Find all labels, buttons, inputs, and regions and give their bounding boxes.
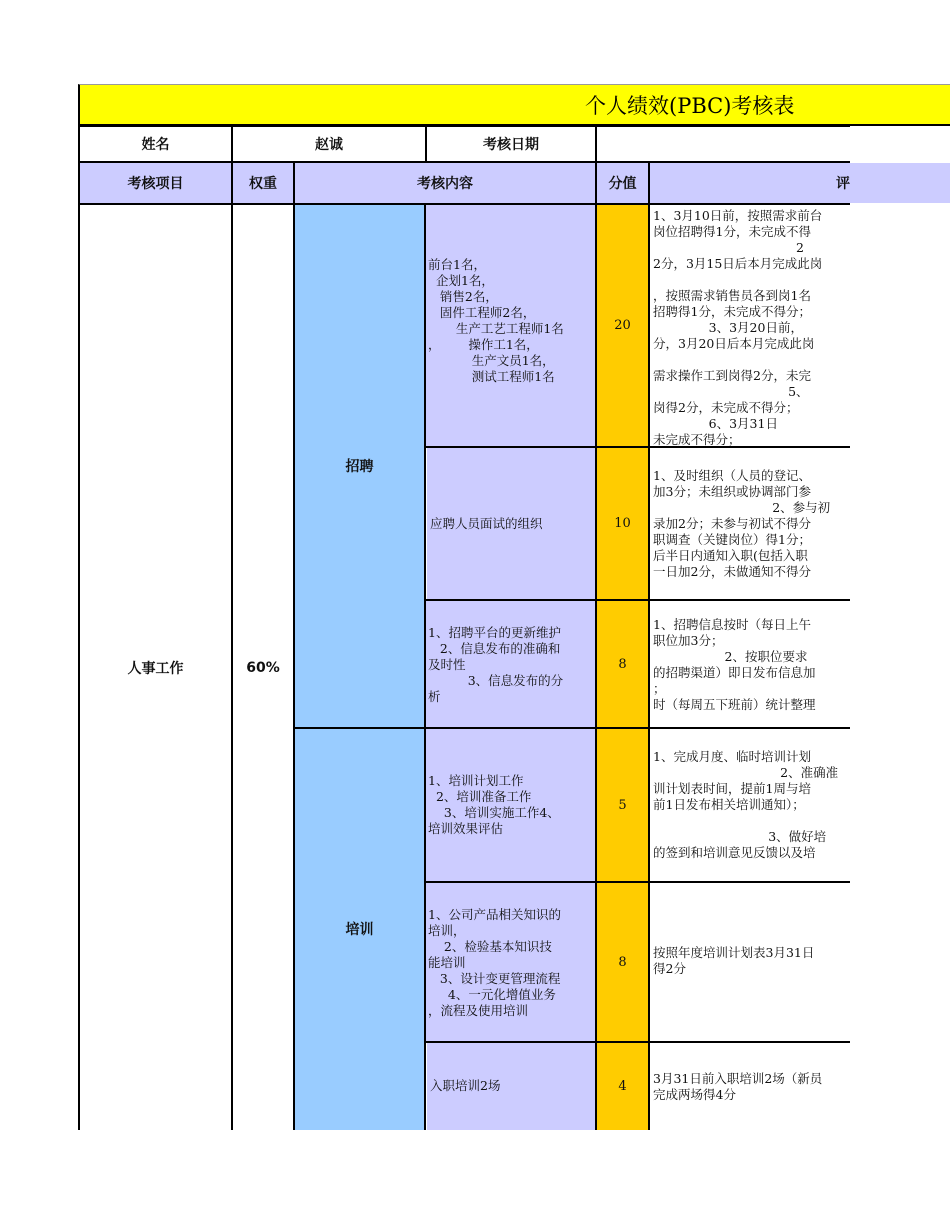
row-standard: 3月31日前入职培训2场（新员 完成两场得4分 — [653, 1071, 823, 1102]
title-bar — [78, 84, 950, 126]
row-content: 应聘人员面试的组织 — [427, 448, 595, 599]
grid-line — [293, 727, 850, 729]
row-score: 20 — [597, 205, 648, 446]
grid-line — [424, 599, 850, 601]
row-score: 8 — [597, 883, 648, 1041]
row-standard: 1、及时组织（人员的登记、 加3分；未组织或协调部门参 2、参与初 录加2分；未参与初试不得分 职调查（关键岗位）得1分； 后半日内通知入职(包括入职 一日加2分，未做通知不得分 — [653, 468, 831, 579]
row-content: 前台1名， 企划1名， 销售2名， 固件工程师2名， 生产工艺工程师1名 ， 操作工1名， 生产文员1名， 测试工程师1名 — [425, 205, 595, 446]
date-label: 考核日期 — [483, 137, 539, 153]
column-header-weight: 权重 — [233, 163, 293, 203]
row-score: 8 — [597, 601, 648, 727]
name-value: 赵诚 — [315, 137, 343, 153]
group-training: 培训 — [295, 727, 424, 1130]
group-recruitment: 招聘 — [295, 205, 424, 727]
grid-line — [78, 161, 850, 163]
column-header-item: 考核项目 — [80, 163, 231, 203]
row-content: 入职培训2场 — [427, 1043, 595, 1130]
column-header-score: 分值 — [597, 163, 648, 203]
row-score: 5 — [597, 729, 648, 881]
row-standard: 按照年度培训计划表3月31日 得2分 — [653, 945, 815, 976]
row-content: 1、公司产品相关知识的 培训， 2、检验基本知识技 能培训 3、设计变更管理流程 4、一元化增值业务 ，流程及使用培训 — [425, 883, 595, 1041]
row-standard: 1、招聘信息按时（每日上午 职位加3分； 2、按职位要求 的招聘渠道）即日发布信息加 ； 时（每周五下班前）统计整理 — [653, 617, 816, 712]
row-content: 1、培训计划工作 2、培训准备工作 3、培训实施工作4、 培训效果评估 — [425, 729, 595, 881]
grid-line — [78, 203, 850, 205]
section-item: 人事工作 — [127, 660, 184, 677]
grid-line — [425, 125, 427, 163]
grid-line — [648, 161, 650, 1130]
grid-line — [78, 125, 80, 1130]
grid-line — [78, 125, 850, 127]
grid-line — [424, 1041, 850, 1043]
column-header-standard: 评 — [650, 163, 950, 203]
name-label: 姓名 — [141, 137, 170, 153]
row-score: 4 — [597, 1043, 648, 1130]
row-score: 10 — [597, 448, 648, 599]
row-standard: 1、完成月度、临时培训计划 2、准确准 训计划表时间，提前1周与培 前1日发布相关培训通知）； 3、做好培 的签到和培训意见反馈以及培 — [653, 749, 839, 860]
grid-line — [424, 205, 426, 1130]
grid-line — [424, 446, 850, 448]
page-title: 个人绩效(PBC)考核表 — [585, 94, 795, 118]
grid-line — [231, 125, 233, 1130]
column-header-content: 考核内容 — [295, 163, 595, 203]
row-standard: 1、3月10日前，按照需求前台 岗位招聘得1分，未完成不得 2 2分，3月15日后本月完成此岗 ，按照需求销售员各到岗1名 招聘得1分，未完成不得分； 3、3月20日前， 分，3月20日后本月完成此岗 需求操作工到岗得2分，未完 5、 岗得2分，未完成不得分； 6、3月31日 未完成不得分； — [653, 208, 823, 446]
section-weight: 60% — [246, 659, 280, 676]
grid-line — [424, 881, 850, 883]
date-value — [597, 127, 850, 161]
row-content: 1、招聘平台的更新维护 2、信息发布的准确和 及时性 3、信息发布的分 析 — [425, 601, 595, 727]
grid-line — [293, 161, 295, 1130]
grid-line — [595, 125, 597, 1130]
